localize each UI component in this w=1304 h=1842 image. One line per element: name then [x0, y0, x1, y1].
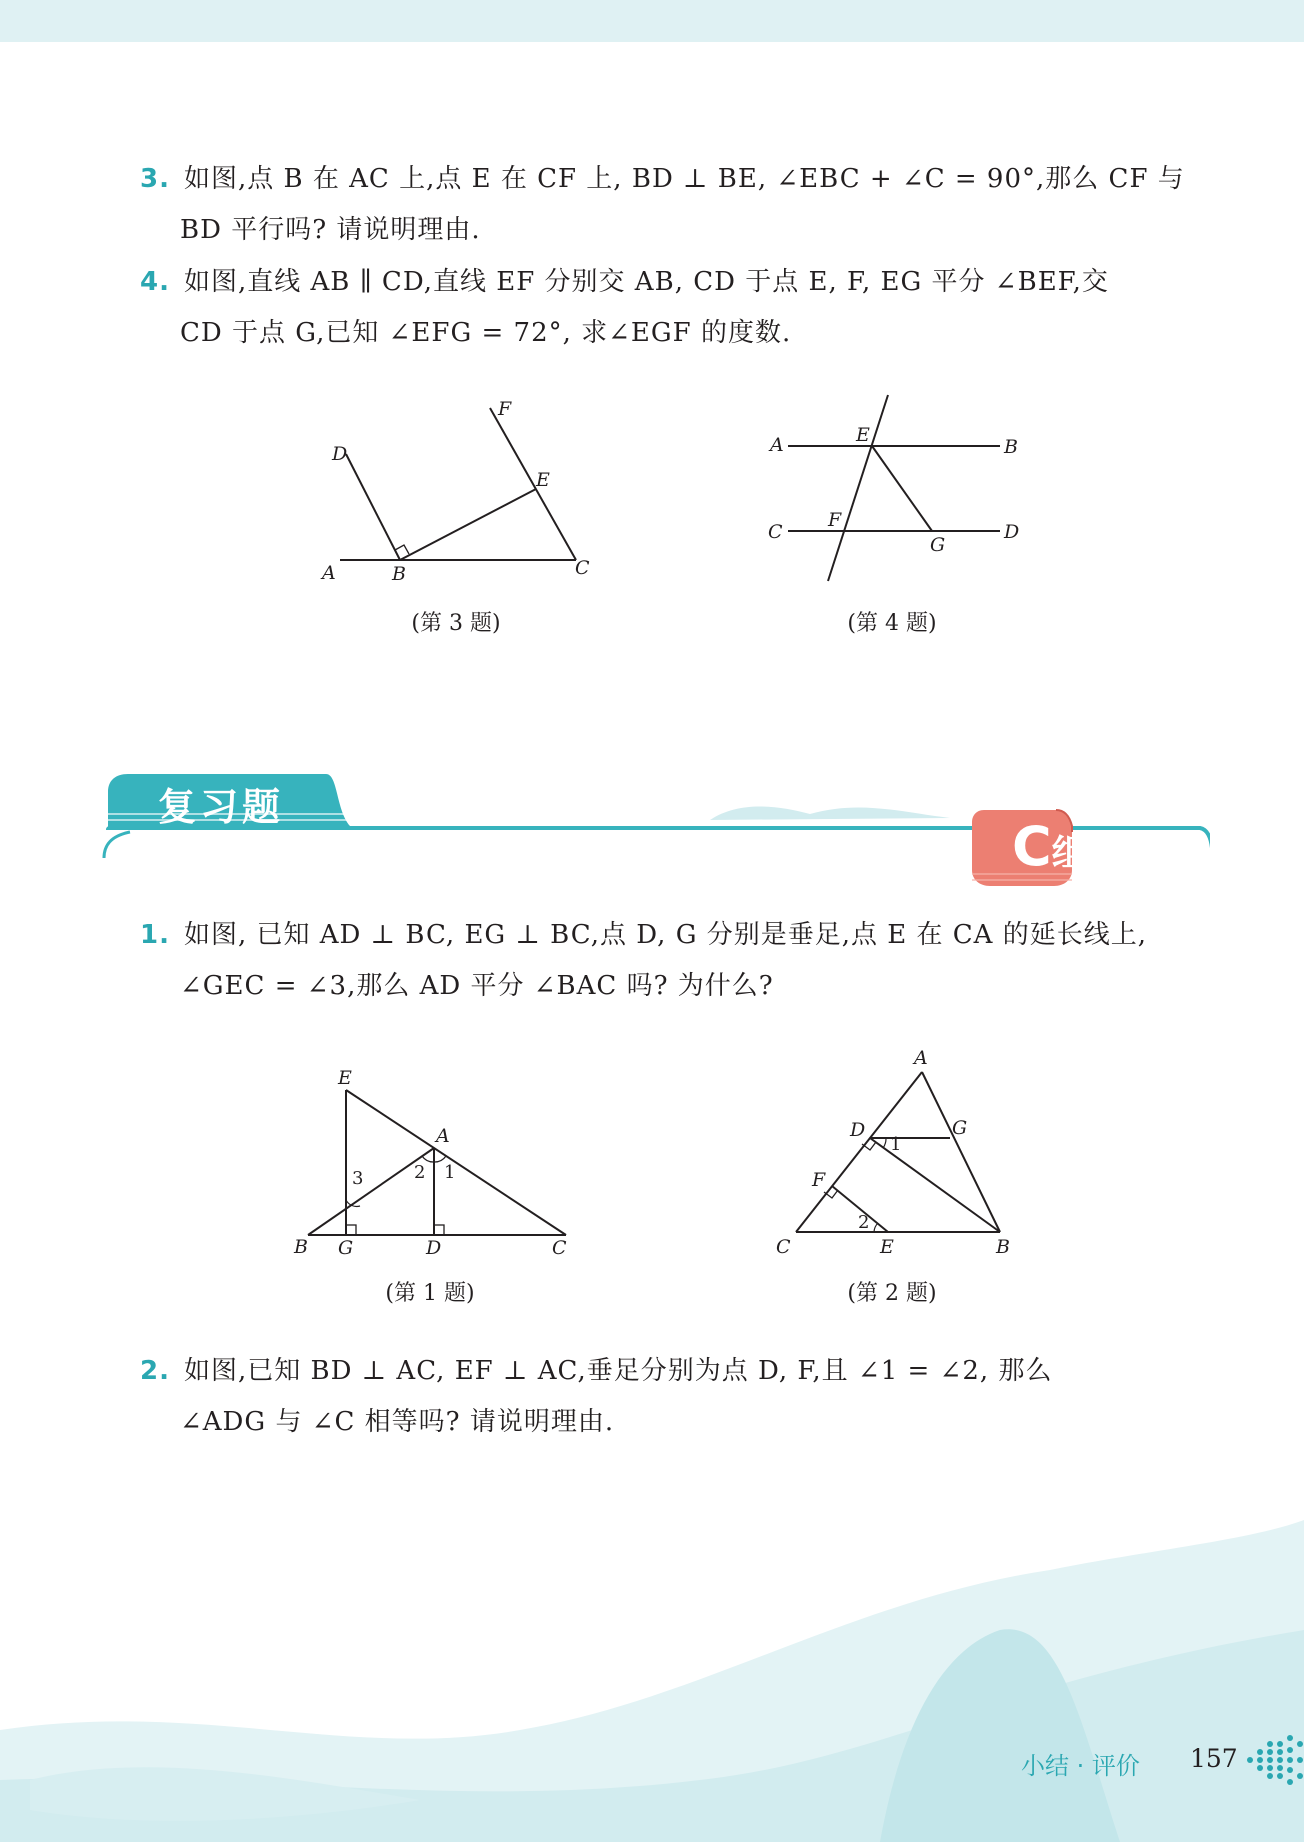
angle-label-2: 2 [858, 1212, 870, 1233]
bottom-wave-decoration [0, 1480, 1304, 1842]
c-question-2 [140, 1346, 1052, 1448]
figure-c2 [770, 1040, 1020, 1265]
point-label-B: B [294, 1236, 308, 1258]
question-text-line2: BD 平行吗? 请说明理由. [180, 215, 481, 245]
angle-label-2: 2 [414, 1162, 426, 1183]
figure-4-caption: (第 4 题) [847, 611, 937, 636]
point-label-C: C [575, 557, 590, 579]
point-label-B: B [392, 563, 406, 585]
question-text-line2: CD 于点 G,已知 ∠EFG = 72°, 求∠EGF 的度数. [180, 318, 792, 348]
angle-label-1: 1 [444, 1162, 456, 1183]
point-label-F: F [828, 509, 842, 531]
point-label-C: C [552, 1237, 567, 1259]
section-title: 复习题 [158, 785, 285, 829]
question-3 [140, 154, 1185, 256]
figure-3 [310, 390, 610, 590]
point-label-D: D [426, 1237, 442, 1259]
figure-c2-caption: (第 2 题) [847, 1281, 937, 1306]
point-label-C: C [768, 521, 783, 543]
footer-section-label: 小结 · 评价 [1021, 1752, 1140, 1780]
footer-dots-icon [1244, 1730, 1304, 1790]
point-label-F: F [498, 398, 512, 420]
point-label-D: D [1004, 521, 1020, 543]
angle-label-1: 1 [890, 1134, 902, 1155]
question-number: 4. [140, 267, 170, 297]
question-text-line1: 如图,已知 BD ⊥ AC, EF ⊥ AC,垂足分别为点 D, F,且 ∠1 = ∠2, 那么 [183, 1356, 1053, 1386]
figure-c1-caption: (第 1 题) [385, 1281, 475, 1306]
group-label [1012, 815, 1088, 878]
point-label-A: A [322, 562, 336, 584]
figure-3-caption: (第 3 题) [411, 611, 501, 636]
point-label-A: A [770, 434, 784, 456]
point-label-E: E [856, 424, 870, 446]
question-number: 2. [140, 1356, 170, 1386]
question-4 [140, 257, 1109, 359]
point-label-E: E [338, 1067, 352, 1089]
question-text-line1: 如图,点 B 在 AC 上,点 E 在 CF 上, BD ⊥ BE, ∠EBC + ∠C = 90°,那么 CF 与 [183, 164, 1185, 194]
point-label-C: C [776, 1236, 791, 1258]
point-label-E: E [880, 1236, 894, 1258]
point-label-G: G [338, 1237, 354, 1259]
point-label-A: A [914, 1047, 928, 1069]
figure-c1 [290, 1060, 590, 1265]
question-number: 3. [140, 164, 170, 194]
question-text-line2: ∠GEC = ∠3,那么 AD 平分 ∠BAC 吗? 为什么? [180, 971, 774, 1001]
point-label-G: G [952, 1117, 968, 1139]
point-label-B: B [996, 1236, 1010, 1258]
point-label-E: E [536, 469, 550, 491]
figure-4 [760, 385, 1020, 585]
point-label-B: B [1004, 436, 1018, 458]
point-label-G: G [930, 534, 946, 556]
c-question-1 [140, 910, 1147, 1012]
top-band [0, 0, 1304, 42]
page-number: 157 [1190, 1744, 1238, 1773]
group-letter: C [1012, 815, 1052, 878]
point-label-F: F [812, 1169, 826, 1191]
question-text-line1: 如图, 已知 AD ⊥ BC, EG ⊥ BC,点 D, G 分别是垂足,点 E 在 CA 的延长线上, [183, 920, 1147, 950]
point-label-D: D [850, 1119, 866, 1141]
group-word: 组 [1051, 833, 1088, 874]
question-text-line2: ∠ADG 与 ∠C 相等吗? 请说明理由. [180, 1407, 615, 1437]
question-number: 1. [140, 920, 170, 950]
question-text-line1: 如图,直线 AB ∥ CD,直线 EF 分别交 AB, CD 于点 E, F, EG 平分 ∠BEF,交 [183, 267, 1109, 297]
angle-label-3: 3 [352, 1168, 364, 1189]
point-label-A: A [436, 1125, 450, 1147]
point-label-D: D [332, 443, 348, 465]
